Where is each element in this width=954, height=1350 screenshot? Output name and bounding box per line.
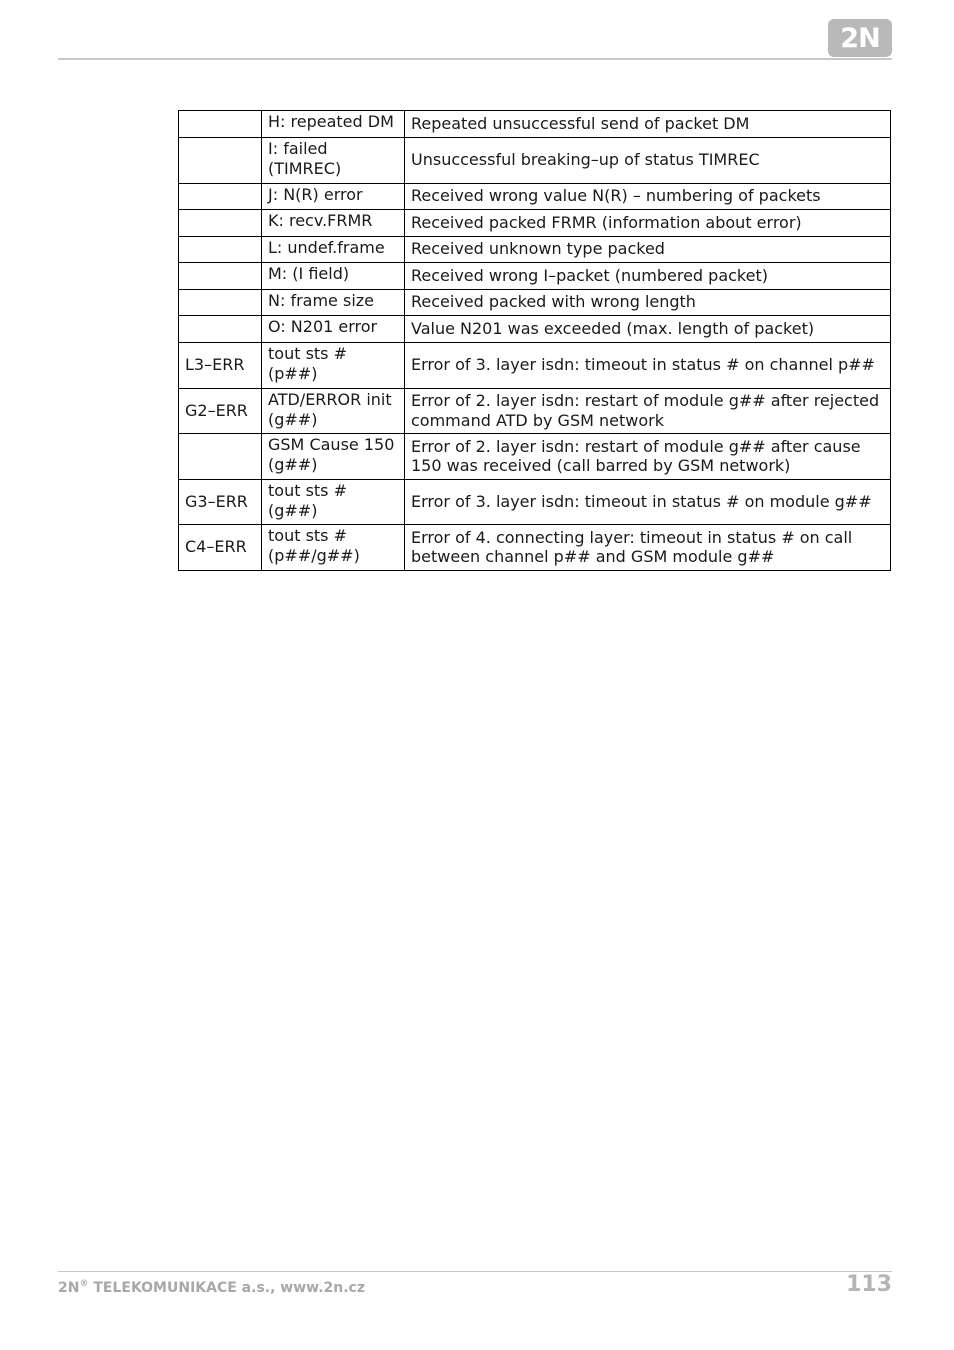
description-cell: Received wrong I–packet (numbered packet) <box>405 263 891 290</box>
event-cell: tout sts # (p##/g##) <box>262 525 405 571</box>
table-row <box>179 525 891 571</box>
table-row <box>179 389 891 434</box>
description-cell: Error of 3. layer isdn: timeout in status # on module g## <box>405 480 891 525</box>
description-cell: Error of 2. layer isdn: restart of module g## after cause 150 was received (call barred by GSM network) <box>405 434 891 480</box>
event-cell: ATD/ERROR init (g##) <box>262 389 405 434</box>
company-logo <box>828 19 892 57</box>
description-cell: Error of 2. layer isdn: restart of module g## after rejected command ATD by GSM network <box>405 389 891 434</box>
page-number: 113 <box>846 1272 892 1297</box>
error-code-cell <box>179 290 262 316</box>
event-cell: tout sts # (g##) <box>262 480 405 525</box>
footer-company <box>58 1279 365 1296</box>
table-row <box>179 210 891 237</box>
error-code-cell <box>179 210 262 237</box>
footer-divider <box>58 1271 892 1272</box>
table-row <box>179 316 891 343</box>
description-cell: Value N201 was exceeded (max. length of packet) <box>405 316 891 343</box>
error-code-cell: G3–ERR <box>179 480 262 525</box>
registered-mark: ® <box>79 1279 89 1289</box>
description-cell: Unsuccessful breaking–up of status TIMREC <box>405 138 891 184</box>
description-cell: Error of 3. layer isdn: timeout in status # on channel p## <box>405 343 891 389</box>
error-code-cell: L3–ERR <box>179 343 262 389</box>
description-cell: Received packed with wrong length <box>405 290 891 316</box>
error-code-cell <box>179 434 262 480</box>
event-cell: K: recv.FRMR <box>262 210 405 237</box>
event-cell: M: (I field) <box>262 263 405 290</box>
event-cell: GSM Cause 150 (g##) <box>262 434 405 480</box>
event-cell: O: N201 error <box>262 316 405 343</box>
table-row <box>179 237 891 263</box>
event-cell: tout sts # (p##) <box>262 343 405 389</box>
description-cell: Received wrong value N(R) – numbering of packets <box>405 184 891 210</box>
event-cell: I: failed (TIMREC) <box>262 138 405 184</box>
table-row <box>179 480 891 525</box>
error-code-cell <box>179 138 262 184</box>
table-row <box>179 434 891 480</box>
event-cell: N: frame size <box>262 290 405 316</box>
error-table <box>178 110 891 571</box>
logo-text: 2N <box>840 22 880 54</box>
description-cell: Error of 4. connecting layer: timeout in status # on call between channel p## and GSM module g## <box>405 525 891 571</box>
event-cell: H: repeated DM <box>262 111 405 138</box>
error-code-cell <box>179 263 262 290</box>
error-code-cell: C4–ERR <box>179 525 262 571</box>
table-row <box>179 290 891 316</box>
table-row <box>179 343 891 389</box>
table-row <box>179 111 891 138</box>
event-cell: L: undef.frame <box>262 237 405 263</box>
table-row <box>179 138 891 184</box>
description-cell: Received unknown type packed <box>405 237 891 263</box>
table-row <box>179 263 891 290</box>
footer-company-rest: TELEKOMUNIKACE a.s., www.2n.cz <box>88 1280 365 1296</box>
error-code-cell <box>179 111 262 138</box>
table-row <box>179 184 891 210</box>
error-code-cell <box>179 237 262 263</box>
error-code-cell: G2–ERR <box>179 389 262 434</box>
error-code-cell <box>179 184 262 210</box>
description-cell: Received packed FRMR (information about error) <box>405 210 891 237</box>
description-cell: Repeated unsuccessful send of packet DM <box>405 111 891 138</box>
event-cell: J: N(R) error <box>262 184 405 210</box>
error-code-cell <box>179 316 262 343</box>
header-divider <box>58 58 892 60</box>
footer-company-prefix: 2N <box>58 1280 80 1296</box>
